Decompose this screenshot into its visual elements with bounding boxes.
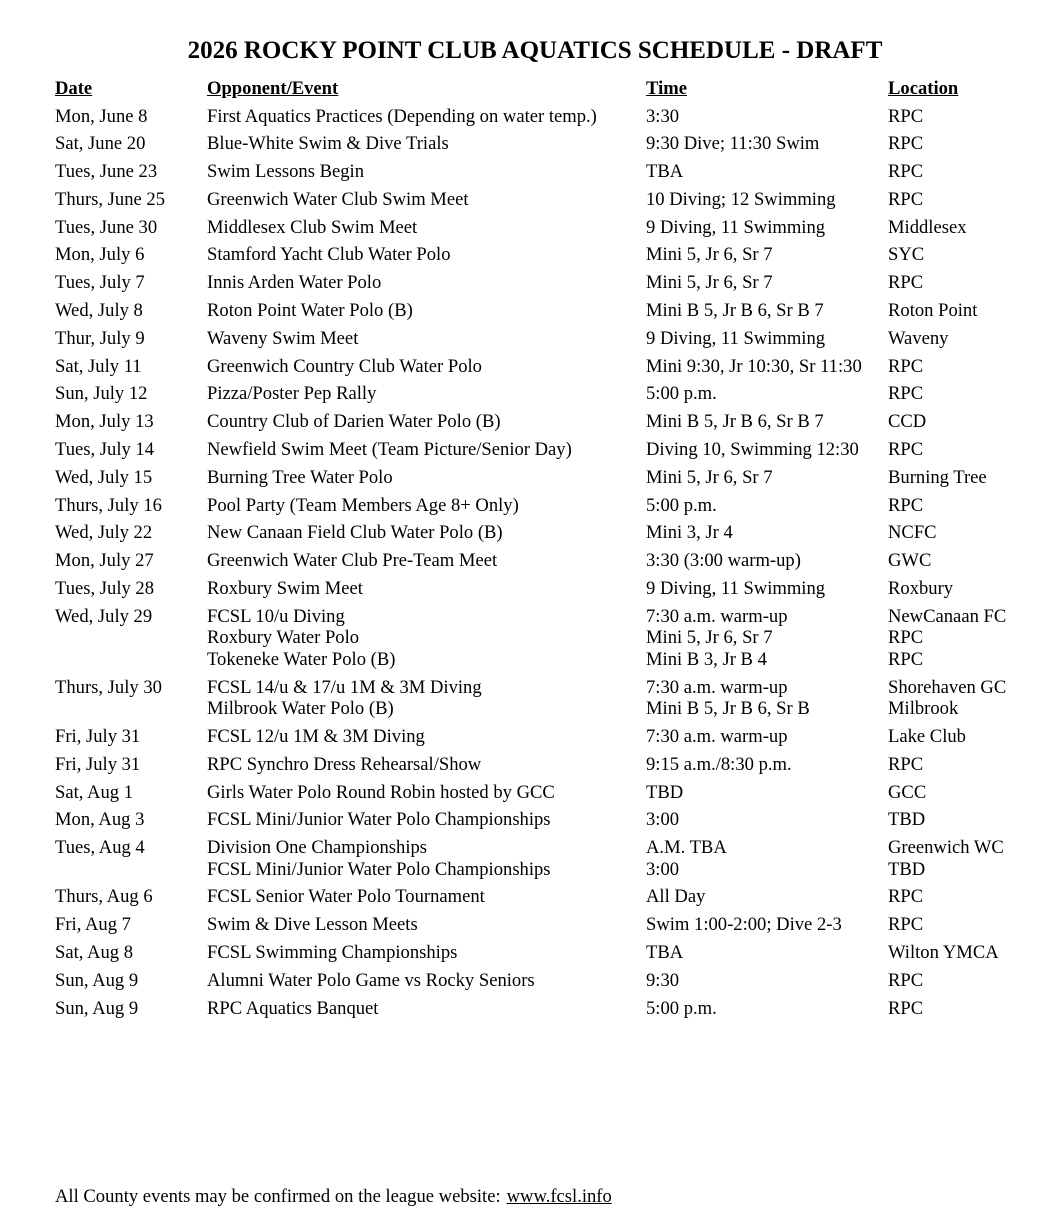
row-time: Mini 5, Jr 6, Sr 7 [646, 627, 773, 649]
row-event-cell [207, 133, 646, 155]
row-location-cell [888, 439, 1028, 461]
table-row [55, 411, 1035, 433]
row-event-cell [207, 998, 646, 1020]
row-date: Tues, July 14 [55, 439, 155, 461]
row-location: Roton Point [888, 300, 978, 322]
row-location-cell [888, 754, 1028, 776]
row-event: Milbrook Water Polo (B) [207, 698, 394, 720]
table-row [55, 522, 1035, 544]
row-time: Diving 10, Swimming 12:30 [646, 439, 859, 461]
row-location-cell [888, 217, 1028, 239]
table-row [55, 300, 1035, 322]
table-row [55, 356, 1035, 378]
row-location-cell [888, 998, 1028, 1020]
row-location-cell [888, 244, 1028, 266]
row-time-cell [646, 606, 888, 671]
row-event: Middlesex Club Swim Meet [207, 216, 418, 238]
table-body [55, 106, 1035, 1020]
table-row [55, 914, 1035, 936]
row-location-cell [888, 356, 1028, 378]
row-time: 9 Diving, 11 Swimming [646, 578, 826, 600]
table-row [55, 606, 1035, 671]
row-location: Lake Club [888, 725, 966, 747]
row-date: Sat, Aug 1 [55, 781, 133, 803]
table-row [55, 550, 1035, 572]
table-row [55, 726, 1035, 748]
row-time: TBD [646, 781, 684, 803]
table-row [55, 495, 1035, 517]
row-event: Greenwich Water Club Pre-Team Meet [207, 550, 498, 572]
row-time-cell [646, 467, 888, 489]
row-time: TBA [646, 942, 684, 964]
row-date: Wed, July 8 [55, 300, 143, 322]
row-time: Mini 9:30, Jr 10:30, Sr 11:30 [646, 355, 862, 377]
row-date: Mon, July 13 [55, 411, 154, 433]
row-location: Burning Tree [888, 466, 987, 488]
header-event: Opponent/Event [207, 78, 339, 99]
row-time: Mini 5, Jr 6, Sr 7 [646, 466, 773, 488]
table-row [55, 383, 1035, 405]
row-time-cell [646, 244, 888, 266]
row-time-cell [646, 411, 888, 433]
row-event-cell [207, 411, 646, 433]
row-time-cell [646, 161, 888, 183]
row-event: Country Club of Darien Water Polo (B) [207, 411, 501, 433]
row-location: CCD [888, 411, 927, 433]
row-time: Mini 5, Jr 6, Sr 7 [646, 244, 773, 266]
row-date: Fri, Aug 7 [55, 914, 131, 936]
row-location: RPC [888, 494, 924, 516]
row-event: FCSL Mini/Junior Water Polo Championships [207, 858, 551, 880]
row-event-cell [207, 244, 646, 266]
row-event: Newfield Swim Meet (Team Picture/Senior Day) [207, 439, 572, 461]
row-location: Greenwich WC [888, 837, 1004, 859]
row-time: 9:30 [646, 969, 680, 991]
row-location: RPC [888, 914, 924, 936]
row-event: Stamford Yacht Club Water Polo [207, 244, 451, 266]
row-time-cell [646, 217, 888, 239]
row-event-cell [207, 726, 646, 748]
row-time: Swim 1:00-2:00; Dive 2-3 [646, 914, 842, 936]
row-location: RPC [888, 383, 924, 405]
row-location-cell [888, 495, 1028, 517]
row-event-cell [207, 217, 646, 239]
table-header-row [55, 78, 1035, 100]
row-date: Mon, June 8 [55, 105, 148, 127]
row-event-cell [207, 754, 646, 776]
row-time: 3:00 [646, 858, 680, 880]
table-row [55, 328, 1035, 350]
row-location: Roxbury [888, 578, 954, 600]
row-location-cell [888, 886, 1028, 908]
row-event-cell [207, 522, 646, 544]
row-date: Fri, July 31 [55, 725, 141, 747]
row-event: Swim & Dive Lesson Meets [207, 914, 418, 936]
row-date: Mon, July 6 [55, 244, 145, 266]
row-location-cell [888, 133, 1028, 155]
row-location: RPC [888, 161, 924, 183]
table-row [55, 677, 1035, 720]
table-row [55, 998, 1035, 1020]
row-date: Mon, July 27 [55, 550, 154, 572]
row-event-cell [207, 106, 646, 128]
row-location-cell [888, 522, 1028, 544]
row-event-cell [207, 809, 646, 831]
row-event: Swim Lessons Begin [207, 161, 365, 183]
row-time: 5:00 p.m. [646, 383, 717, 405]
row-time-cell [646, 782, 888, 804]
row-location-cell [888, 300, 1028, 322]
row-time-cell [646, 754, 888, 776]
row-time: 9 Diving, 11 Swimming [646, 216, 826, 238]
row-event: Alumni Water Polo Game vs Rocky Seniors [207, 969, 535, 991]
row-time: Mini 3, Jr 4 [646, 522, 733, 544]
row-time-cell [646, 495, 888, 517]
row-time: A.M. TBA [646, 837, 727, 859]
row-location-cell [888, 606, 1028, 671]
header-date: Date [55, 78, 93, 99]
table-row [55, 161, 1035, 183]
row-date: Sun, Aug 9 [55, 997, 139, 1019]
table-row [55, 886, 1035, 908]
row-event-cell [207, 970, 646, 992]
row-event-cell [207, 495, 646, 517]
row-location: RPC [888, 997, 924, 1019]
row-time: Mini 5, Jr 6, Sr 7 [646, 272, 773, 294]
row-time-cell [646, 677, 888, 720]
row-time-cell [646, 133, 888, 155]
row-location: RPC [888, 969, 924, 991]
row-time-cell [646, 383, 888, 405]
row-time-cell [646, 970, 888, 992]
row-location-cell [888, 942, 1028, 964]
row-date: Wed, July 15 [55, 466, 153, 488]
row-time: All Day [646, 886, 706, 908]
row-date: Wed, July 29 [55, 605, 153, 627]
row-date: Mon, Aug 3 [55, 809, 145, 831]
row-location-cell [888, 837, 1028, 880]
row-event: RPC Synchro Dress Rehearsal/Show [207, 753, 482, 775]
row-event: Burning Tree Water Polo [207, 466, 393, 488]
table-row [55, 809, 1035, 831]
row-time: 7:30 a.m. warm-up [646, 605, 788, 627]
row-event: Roxbury Swim Meet [207, 578, 363, 600]
row-time: Mini B 5, Jr B 6, Sr B 7 [646, 411, 824, 433]
row-date: Wed, July 22 [55, 522, 153, 544]
row-time-cell [646, 726, 888, 748]
table-row [55, 272, 1035, 294]
table-row [55, 189, 1035, 211]
row-time: 9:30 Dive; 11:30 Swim [646, 133, 820, 155]
row-time: Mini B 5, Jr B 6, Sr B 7 [646, 300, 824, 322]
row-event: FCSL 14/u & 17/u 1M & 3M Diving [207, 676, 482, 698]
row-location: NCFC [888, 522, 937, 544]
row-event-cell [207, 550, 646, 572]
row-time: 9:15 a.m./8:30 p.m. [646, 753, 792, 775]
row-date: Thurs, June 25 [55, 188, 166, 210]
row-time: 5:00 p.m. [646, 494, 717, 516]
row-date: Tues, June 30 [55, 216, 158, 238]
table-row [55, 942, 1035, 964]
row-location: Middlesex [888, 216, 967, 238]
row-location-cell [888, 677, 1028, 720]
footer-note [55, 1186, 612, 1208]
row-event: Waveny Swim Meet [207, 327, 359, 349]
row-time: 9 Diving, 11 Swimming [646, 327, 826, 349]
row-event: Roxbury Water Polo [207, 627, 360, 649]
row-location: Waveny [888, 327, 949, 349]
row-date: Tues, June 23 [55, 161, 158, 183]
row-location: GWC [888, 550, 932, 572]
row-date: Sun, Aug 9 [55, 969, 139, 991]
row-date: Tues, July 7 [55, 272, 145, 294]
row-location: Milbrook [888, 698, 959, 720]
row-location: RPC [888, 188, 924, 210]
row-event: FCSL Senior Water Polo Tournament [207, 886, 485, 908]
row-location-cell [888, 383, 1028, 405]
row-location-cell [888, 106, 1028, 128]
row-location: Shorehaven GC [888, 676, 1007, 698]
row-event: FCSL Mini/Junior Water Polo Championships [207, 809, 551, 831]
table-row [55, 754, 1035, 776]
row-time-cell [646, 809, 888, 831]
row-location-cell [888, 161, 1028, 183]
row-time-cell [646, 886, 888, 908]
row-time: 10 Diving; 12 Swimming [646, 188, 836, 210]
row-date: Tues, July 28 [55, 578, 155, 600]
row-time: Mini B 3, Jr B 4 [646, 648, 767, 670]
row-location: NewCanaan FC [888, 605, 1007, 627]
row-date: Sat, June 20 [55, 133, 146, 155]
row-location-cell [888, 782, 1028, 804]
row-event: Pool Party (Team Members Age 8+ Only) [207, 494, 519, 516]
row-event: Greenwich Water Club Swim Meet [207, 188, 469, 210]
row-event-cell [207, 328, 646, 350]
row-event-cell [207, 606, 646, 671]
schedule-table [55, 78, 1035, 1025]
row-event-cell [207, 272, 646, 294]
table-row [55, 467, 1035, 489]
row-time: TBA [646, 161, 684, 183]
table-row [55, 970, 1035, 992]
row-date: Thurs, July 30 [55, 676, 162, 698]
row-time-cell [646, 439, 888, 461]
row-event: Greenwich Country Club Water Polo [207, 355, 482, 377]
row-event-cell [207, 467, 646, 489]
row-location: RPC [888, 355, 924, 377]
row-location: RPC [888, 627, 924, 649]
row-time-cell [646, 522, 888, 544]
row-location: RPC [888, 648, 924, 670]
row-time-cell [646, 356, 888, 378]
row-time-cell [646, 998, 888, 1020]
row-date: Sat, Aug 8 [55, 942, 133, 964]
row-time: 7:30 a.m. warm-up [646, 676, 788, 698]
page-title: 2026 ROCKY POINT CLUB AQUATICS SCHEDULE - DRAFT [187, 37, 883, 64]
table-row [55, 439, 1035, 461]
table-row [55, 133, 1035, 155]
row-time-cell [646, 189, 888, 211]
row-location: GCC [888, 781, 927, 803]
row-event-cell [207, 161, 646, 183]
row-location-cell [888, 411, 1028, 433]
row-event: Roton Point Water Polo (B) [207, 300, 413, 322]
row-event-cell [207, 942, 646, 964]
row-event: Pizza/Poster Pep Rally [207, 383, 377, 405]
row-event-cell [207, 356, 646, 378]
row-time-cell [646, 914, 888, 936]
row-date: Thurs, Aug 6 [55, 886, 153, 908]
row-time-cell [646, 272, 888, 294]
row-event: Innis Arden Water Polo [207, 272, 382, 294]
row-time: 7:30 a.m. warm-up [646, 725, 788, 747]
row-location-cell [888, 189, 1028, 211]
row-date: Tues, Aug 4 [55, 837, 145, 859]
row-location: SYC [888, 244, 925, 266]
row-event: Tokeneke Water Polo (B) [207, 648, 396, 670]
row-time: Mini B 5, Jr B 6, Sr B [646, 698, 810, 720]
row-event: First Aquatics Practices (Depending on water temp.) [207, 105, 597, 127]
row-location-cell [888, 467, 1028, 489]
row-time-cell [646, 328, 888, 350]
header-location: Location [888, 78, 959, 99]
row-event: Girls Water Polo Round Robin hosted by GCC [207, 781, 555, 803]
row-event: Blue-White Swim & Dive Trials [207, 133, 449, 155]
league-website-link[interactable]: www.fcsl.info [506, 1186, 612, 1207]
row-location-cell [888, 272, 1028, 294]
table-row [55, 782, 1035, 804]
row-event: FCSL 12/u 1M & 3M Diving [207, 725, 425, 747]
row-time-cell [646, 300, 888, 322]
row-time-cell [646, 837, 888, 880]
row-event: RPC Aquatics Banquet [207, 997, 379, 1019]
row-time: 5:00 p.m. [646, 997, 717, 1019]
row-location-cell [888, 914, 1028, 936]
table-row [55, 244, 1035, 266]
row-event: New Canaan Field Club Water Polo (B) [207, 522, 503, 544]
row-location-cell [888, 328, 1028, 350]
header-time: Time [646, 78, 687, 99]
row-time-cell [646, 578, 888, 600]
row-date: Sat, July 11 [55, 355, 142, 377]
row-location: RPC [888, 105, 924, 127]
footer-text: All County events may be confirmed on the league website: [55, 1186, 501, 1207]
row-time-cell [646, 106, 888, 128]
row-location-cell [888, 726, 1028, 748]
row-location: RPC [888, 439, 924, 461]
row-event: Division One Championships [207, 837, 428, 859]
row-event-cell [207, 383, 646, 405]
row-location-cell [888, 578, 1028, 600]
row-event-cell [207, 189, 646, 211]
row-event-cell [207, 439, 646, 461]
row-time: 3:30 [646, 105, 680, 127]
table-row [55, 217, 1035, 239]
row-event-cell [207, 782, 646, 804]
row-location: RPC [888, 133, 924, 155]
row-event-cell [207, 578, 646, 600]
row-location: RPC [888, 753, 924, 775]
row-event-cell [207, 677, 646, 720]
row-location-cell [888, 550, 1028, 572]
row-location-cell [888, 809, 1028, 831]
row-location: RPC [888, 886, 924, 908]
row-time-cell [646, 942, 888, 964]
row-date: Thur, July 9 [55, 327, 145, 349]
row-location: Wilton YMCA [888, 942, 999, 964]
row-event-cell [207, 837, 646, 880]
row-date: Thurs, July 16 [55, 494, 162, 516]
row-event-cell [207, 914, 646, 936]
row-location: TBD [888, 809, 926, 831]
row-time-cell [646, 550, 888, 572]
row-time: 3:00 [646, 809, 680, 831]
table-row [55, 837, 1035, 880]
row-event: FCSL Swimming Championships [207, 942, 458, 964]
row-event: FCSL 10/u Diving [207, 605, 345, 627]
row-time: 3:30 (3:00 warm-up) [646, 550, 801, 572]
row-location: RPC [888, 272, 924, 294]
row-date: Sun, July 12 [55, 383, 148, 405]
table-row [55, 578, 1035, 600]
row-date: Fri, July 31 [55, 753, 141, 775]
row-location: TBD [888, 858, 926, 880]
table-row [55, 106, 1035, 128]
row-location-cell [888, 970, 1028, 992]
row-event-cell [207, 886, 646, 908]
row-event-cell [207, 300, 646, 322]
